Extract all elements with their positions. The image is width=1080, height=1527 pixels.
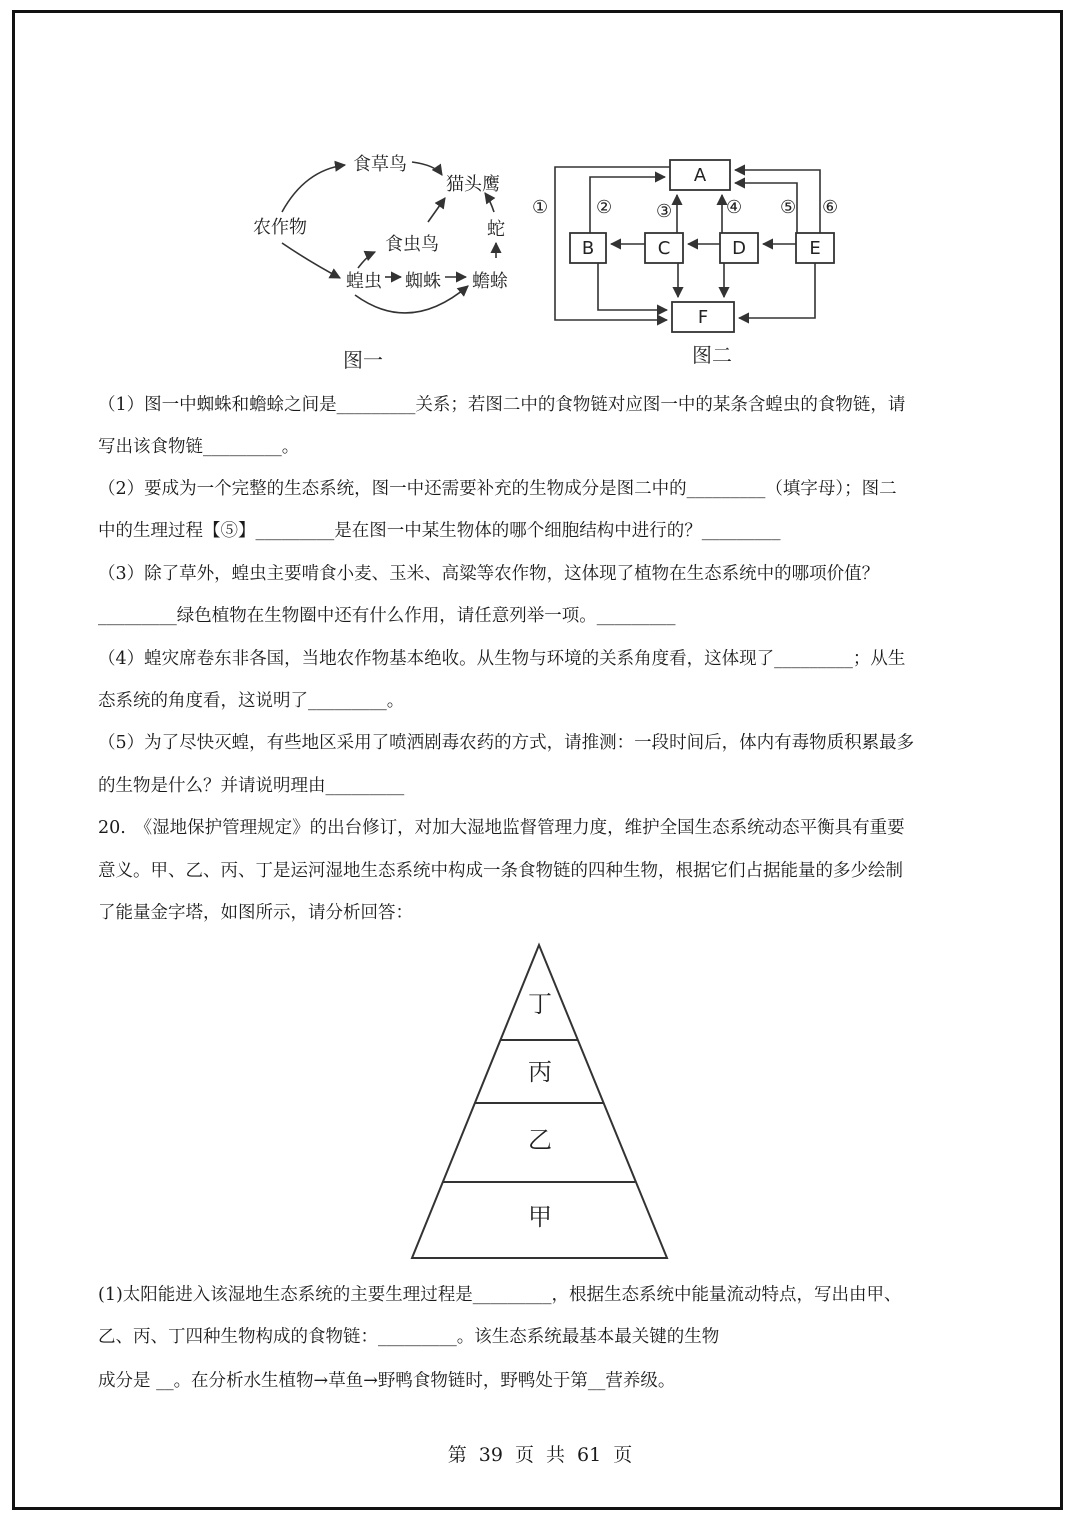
svg-text:C: C: [657, 238, 671, 259]
q20-intro-line1: 20. 《湿地保护管理规定》的出台修订，对加大湿地监督管理力度，维护全国生态系统动态平衡具有重要: [98, 818, 905, 838]
node-spider: 蜘蛛: [405, 271, 441, 292]
node-locust: 蝗虫: [346, 271, 382, 292]
food-web-figure: [253, 154, 508, 372]
q19-part4-line1: （4）蝗灾席卷东非各国，当地农作物基本绝收。从生物与环境的关系角度看，这体现了_________；从生: [98, 649, 906, 669]
svg-text:F: F: [697, 307, 709, 328]
pyramid-level-3: 丙: [528, 1058, 552, 1086]
page-footer: 第 39 页 共 61 页: [447, 1444, 633, 1466]
box-e: [796, 233, 834, 263]
q19-part3-line2: _________绿色植物在生物圈中还有什么作用，请任意列举一项。_________: [98, 606, 676, 626]
process-label-2: ②: [596, 197, 613, 218]
svg-text:D: D: [732, 238, 746, 259]
arrow-crops-herbivore-bird: [282, 165, 345, 212]
arrow-process-6: [735, 170, 820, 233]
node-insect-bird: 食虫鸟: [385, 234, 439, 255]
pyramid-level-2: 乙: [528, 1126, 552, 1154]
q20-part1-line1: (1)太阳能进入该湿地生态系统的主要生理过程是_________，根据生态系统中能量流动特点，写出由甲、: [98, 1285, 902, 1305]
arrow-snake-owl: [485, 193, 494, 212]
q19-part5-line1: （5）为了尽快灭蝗，有些地区采用了喷洒剧毒农药的方式，请推测：一段时间后，体内有毒物质积累最多: [98, 733, 915, 753]
q20-intro-line2: 意义。甲、乙、丙、丁是运河湿地生态系统中构成一条食物链的四种生物，根据它们占据能量的多少绘制: [98, 861, 903, 881]
box-c: [645, 233, 683, 263]
arrow-e-f: [739, 263, 815, 318]
q19-part4-line2: 态系统的角度看，这说明了_________。: [98, 691, 405, 711]
q19-part2-line1: （2）要成为一个完整的生态系统，图一中还需要补充的生物成分是图二中的_________（填字母）；图二: [98, 479, 897, 499]
node-owl: 猫头鹰: [446, 174, 500, 195]
svg-text:B: B: [581, 238, 595, 259]
box-b: [570, 233, 606, 263]
arrow-herbivore-bird-owl: [412, 162, 442, 175]
process-label-5: ⑤: [780, 197, 797, 218]
node-crops: 农作物: [253, 217, 307, 238]
q19-part1-line2: 写出该食物链_________。: [98, 437, 300, 457]
q19-part5-line2: 的生物是什么？并请说明理由_________: [98, 776, 405, 796]
pyramid-level-4: 丁: [528, 990, 552, 1018]
pyramid-level-1: 甲: [528, 1203, 552, 1231]
process-label-6: ⑥: [822, 197, 839, 218]
node-toad: 蟾蜍: [472, 271, 508, 292]
node-herbivore-bird: 食草鸟: [353, 154, 407, 175]
q20-intro-line3: 了能量金字塔，如图所示，请分析回答：: [98, 903, 413, 923]
arrow-locust-insect-bird: [358, 252, 375, 268]
energy-pyramid: [412, 945, 667, 1258]
q20-part1-line3: 成分是 __。在分析水生植物→草鱼→野鸭食物链时，野鸭处于第__营养级。: [98, 1371, 676, 1391]
process-label-1: ①: [532, 197, 549, 218]
cycle-figure: [532, 160, 838, 367]
figure2-caption: 图二: [692, 343, 732, 367]
box-f: [672, 302, 734, 332]
arrow-insect-bird-owl: [428, 198, 445, 222]
svg-text:A: A: [693, 165, 707, 186]
q19-part3-line1: （3）除了草外，蝗虫主要啃食小麦、玉米、高粱等农作物，这体现了植物在生态系统中的哪项价值？: [98, 564, 880, 584]
arrow-crops-locust: [282, 243, 340, 278]
box-a: [670, 160, 730, 190]
q19-part1-line1: （1）图一中蜘蛛和蟾蜍之间是_________关系；若图二中的食物链对应图一中的某条含蝗虫的食物链，请: [98, 395, 906, 415]
q20-part1-line2: 乙、丙、丁四种生物构成的食物链：_________。该生态系统最基本最关键的生物: [98, 1327, 720, 1347]
q19-part2-line2: 中的生理过程【⑤】_________是在图一中某生物体的哪个细胞结构中进行的？_________: [98, 521, 781, 541]
node-snake: 蛇: [487, 219, 505, 240]
process-label-3: ③: [656, 201, 673, 222]
process-label-4: ④: [726, 197, 743, 218]
svg-text:E: E: [809, 238, 821, 259]
figure1-caption: 图一: [343, 348, 383, 372]
arrow-b-f: [598, 263, 667, 310]
box-d: [720, 233, 758, 263]
